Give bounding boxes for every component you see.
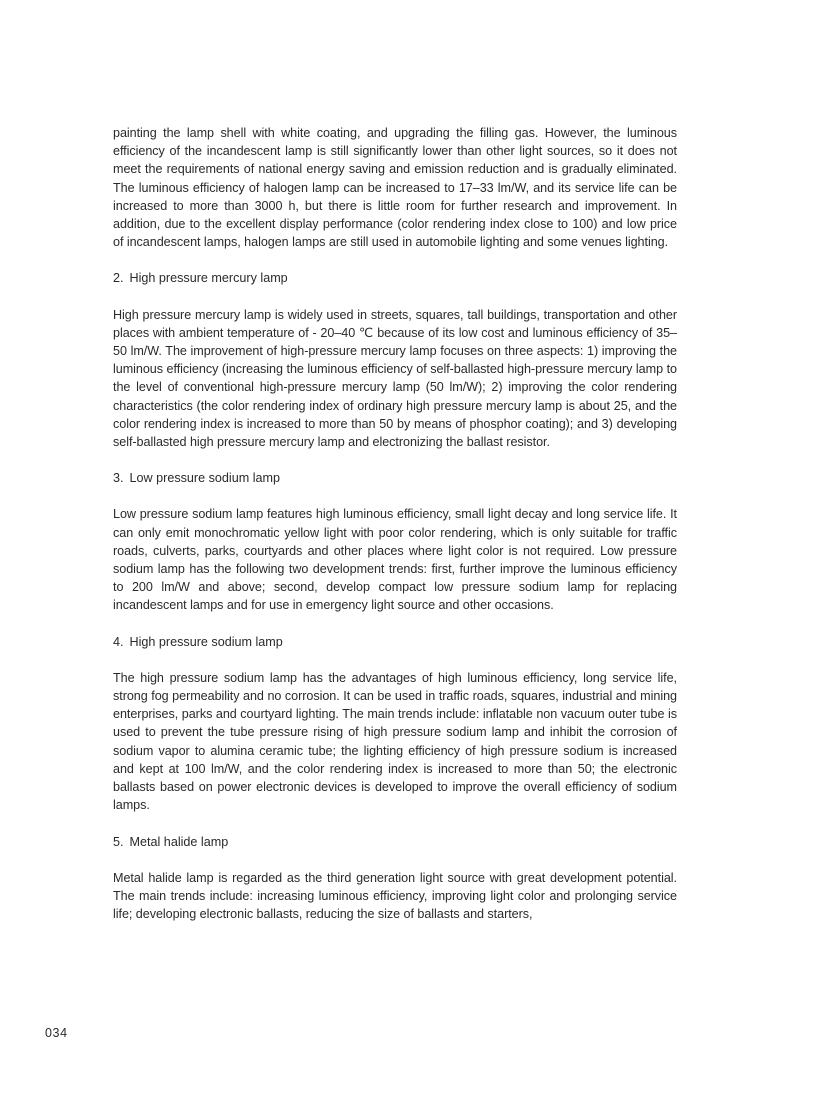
section-body-4: The high pressure sodium lamp has the advantages of high luminous efficiency, long service life, strong fog permeability and no corrosion. It can be used in traffic roads, squares, industrial and mining enterprises, parks and courtyard lighting. The main trends include: inflatable non vacuum outer tube is used to prevent the tube pressure rising of high pressure sodium lamp and inhibit the corrosion of sodium vapor to alumina ceramic tube; the lighting efficiency of high pressure sodium is increased and kept at 100 lm/W, and the color rendering index is increased to more than 50; the electronic ballasts based on power electronic devices is developed to improve the overall efficiency of sodium lamps.: [113, 670, 677, 813]
spacer: [113, 251, 677, 269]
page-body: [113, 124, 677, 923]
section-heading-5: [113, 833, 677, 851]
spacer: [113, 815, 677, 833]
page-number: 034: [45, 1026, 68, 1040]
section-number: 2.: [113, 271, 124, 286]
section-number: 4.: [113, 634, 124, 649]
section-title: Low pressure sodium lamp: [129, 471, 281, 486]
section-heading-2: [113, 269, 677, 287]
spacer: [113, 851, 677, 869]
spacer: [113, 288, 677, 306]
section-body-3: Low pressure sodium lamp features high luminous efficiency, small light decay and long service life. It can only emit monochromatic yellow light with poor color rendering, which is only suitable for traffic roads, culverts, parks, courtyards and other places where light color is not required. Low pressure sodium lamp has the following two development trends: first, further improve the luminous efficiency to 200 lm/W and above; second, develop compact low pressure sodium lamp for replacing incandescent lamps and for use in emergency light source and other occasions.: [113, 507, 677, 613]
section-body-5: Metal halide lamp is regarded as the third generation light source with great development potential. The main trends include: increasing luminous efficiency, improving light color and prolonging service life; developing electronic ballasts, reducing the size of ballasts and starters,: [113, 870, 677, 922]
section-body-2: High pressure mercury lamp is widely used in streets, squares, tall buildings, transportation and other places with ambient temperature of - 20–40 ℃ because of its low cost and luminous efficiency of 35–50 lm/W. The improvement of high-pressure mercury lamp focuses on three aspects: 1) improving the luminous efficiency (increasing the luminous efficiency of self-ballasted high-pressure mercury lamp to the level of conventional high-pressure mercury lamp (50 lm/W); 2) improving the color rendering characteristics (the color rendering index of ordinary high pressure mercury lamp is about 25, and the color rendering index is increased to more than 50 by means of phosphor coating); and 3) developing self-ballasted high pressure mercury lamp and electronizing the ballast resistor.: [113, 307, 677, 450]
spacer: [113, 651, 677, 669]
spacer: [113, 451, 677, 469]
intro-paragraph: painting the lamp shell with white coating, and upgrading the filling gas. However, the luminous efficiency of the incandescent lamp is still significantly lower than other light sources, so it does not meet the requirements of national energy saving and emission reduction and is gradually eliminated. The luminous efficiency of halogen lamp can be increased to 17–33 lm/W, and its service life can be increased to more than 3000 h, but there is little room for further research and improvement. In addition, due to the excellent display performance (color rendering index close to 100) and low price of incandescent lamps, halogen lamps are still used in automobile lighting and some venues lighting.: [113, 126, 677, 250]
section-title: High pressure sodium lamp: [129, 634, 283, 649]
section-heading-3: [113, 469, 677, 487]
section-number: 5.: [113, 834, 124, 849]
section-title: Metal halide lamp: [129, 834, 229, 849]
spacer: [113, 487, 677, 505]
spacer: [113, 615, 677, 633]
section-heading-4: [113, 633, 677, 651]
section-number: 3.: [113, 471, 124, 486]
section-title: High pressure mercury lamp: [129, 271, 288, 286]
